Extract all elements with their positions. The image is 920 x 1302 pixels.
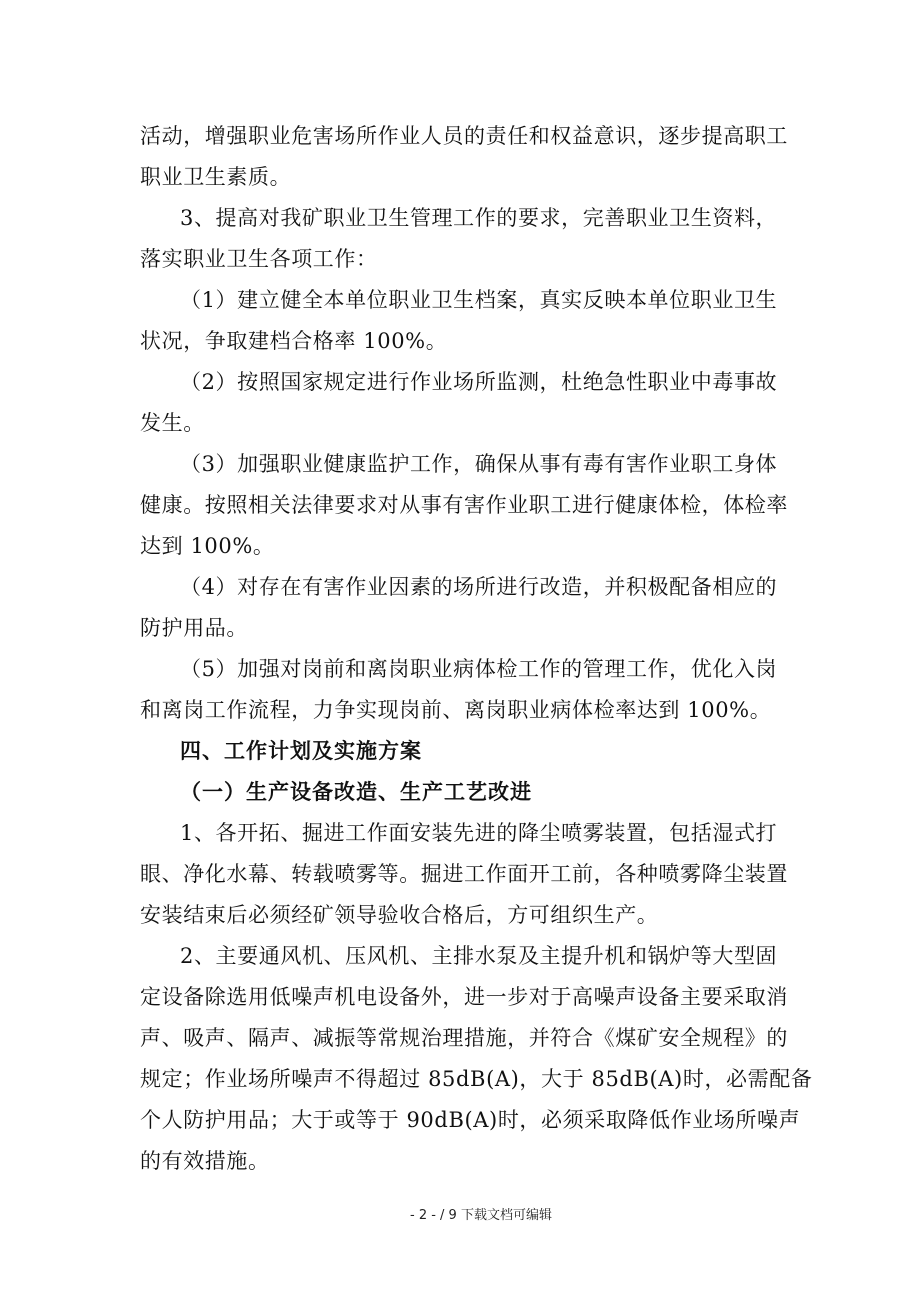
- text-line: 达到 100%。: [140, 534, 275, 558]
- text-line: 2、主要通风机、压风机、主排水泵及主提升机和锅炉等大型固: [180, 944, 778, 968]
- text-line: 状况，争取建档合格率 100%。: [140, 329, 448, 353]
- page-footer: - 2 - / 9 下载文档可编辑: [410, 1208, 552, 1223]
- text-line: （3）加强职业健康监护工作，确保从事有毒有害作业职工身体: [180, 452, 778, 476]
- text-line: 声、吸声、隔声、减振等常规治理措施，并符合《煤矿安全规程》的: [140, 1026, 788, 1050]
- text-line: 眼、净化水幕、转载喷雾等。掘进工作面开工前，各种喷雾降尘装置: [140, 862, 788, 886]
- section-heading: 四、工作计划及实施方案: [180, 739, 422, 763]
- text-line: 职业卫生素质。: [140, 165, 292, 189]
- text-line: （2）按照国家规定进行作业场所监测，杜绝急性职业中毒事故: [180, 370, 778, 394]
- text-line: 发生。: [140, 411, 205, 435]
- text-line: 落实职业卫生各项工作：: [140, 247, 378, 271]
- text-line: 活动，增强职业危害场所作业人员的责任和权益意识，逐步提高职工: [140, 124, 788, 148]
- subsection-heading: （一）生产设备改造、生产工艺改进: [180, 780, 532, 804]
- text-line: （1）建立健全本单位职业卫生档案，真实反映本单位职业卫生: [180, 288, 778, 312]
- text-line: （4）对存在有害作业因素的场所进行改造，并积极配备相应的: [180, 575, 778, 599]
- text-line: 和离岗工作流程，力争实现岗前、离岗职业病体检率达到 100%。: [140, 698, 772, 722]
- text-line: 的有效措施。: [140, 1149, 270, 1173]
- text-line: 定设备除选用低噪声机电设备外，进一步对于高噪声设备主要采取消: [140, 985, 788, 1009]
- text-line: 1、各开拓、掘进工作面安装先进的降尘喷雾装置，包括湿式打: [180, 821, 778, 845]
- text-line: 个人防护用品；大于或等于 90dB(A)时，必须采取降低作业场所噪声: [140, 1108, 801, 1132]
- text-line: 3、提高对我矿职业卫生管理工作的要求，完善职业卫生资料，: [180, 206, 778, 230]
- text-line: 规定；作业场所噪声不得超过 85dB(A)，大于 85dB(A)时，必需配备: [140, 1067, 813, 1091]
- text-line: 安装结束后必须经矿领导验收合格后，方可组织生产。: [140, 903, 659, 927]
- text-line: 防护用品。: [140, 616, 248, 640]
- text-line: （5）加强对岗前和离岗职业病体检工作的管理工作，优化入岗: [180, 657, 778, 681]
- text-line: 健康。按照相关法律要求对从事有害作业职工进行健康体检，体检率: [140, 493, 788, 517]
